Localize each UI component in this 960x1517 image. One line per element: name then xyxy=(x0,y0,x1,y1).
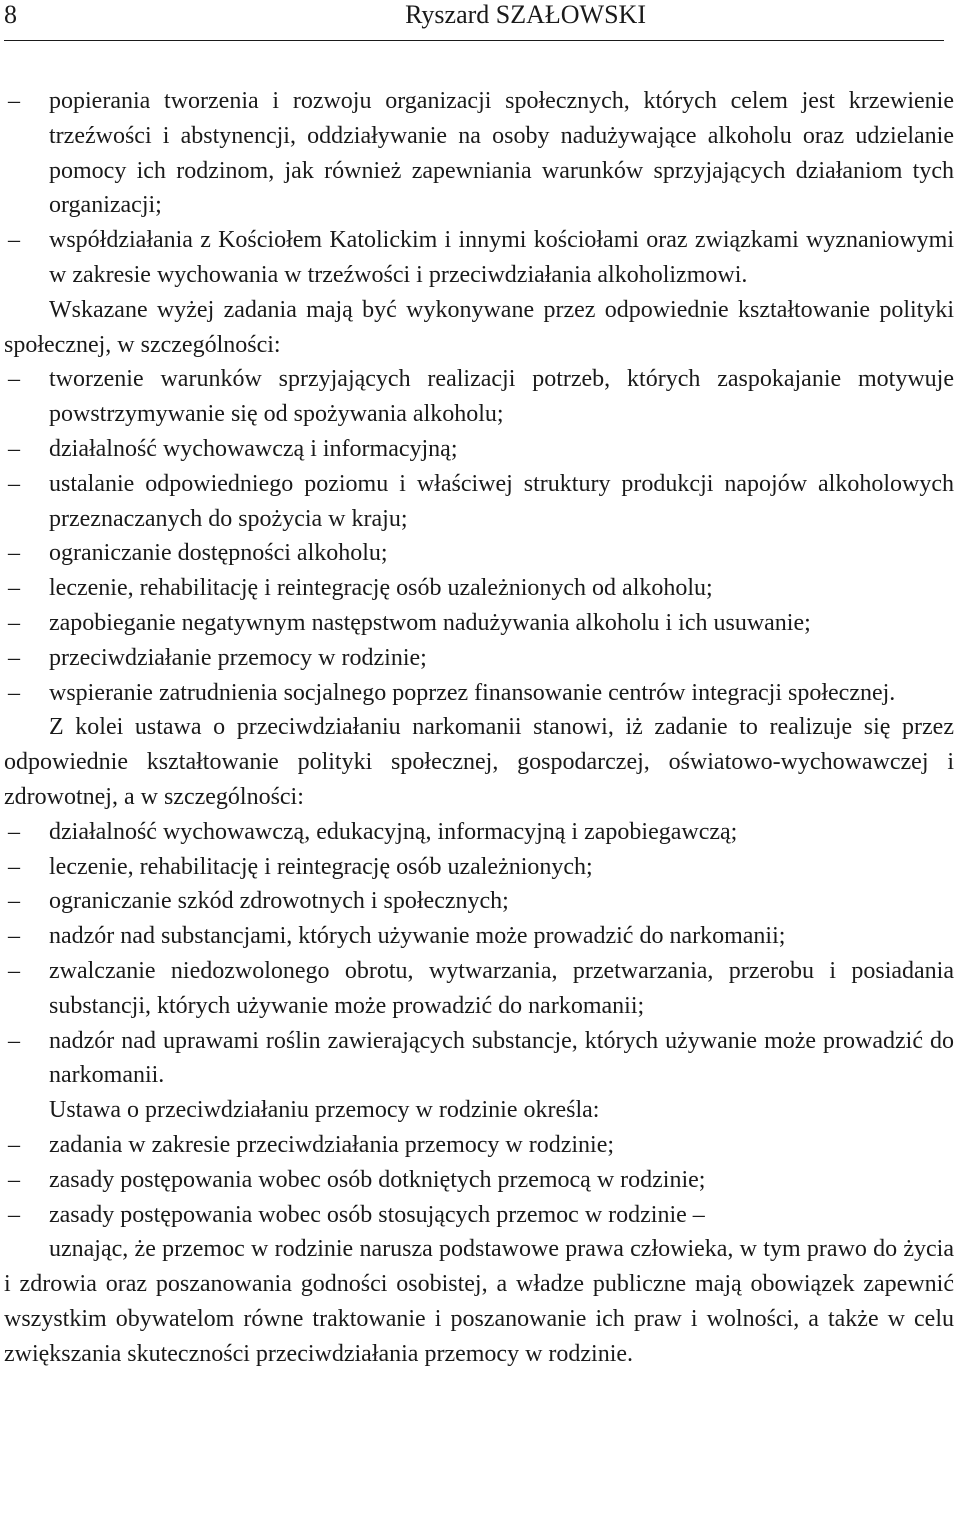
list-item xyxy=(4,850,954,885)
bullet-list-2 xyxy=(4,362,954,710)
list-item xyxy=(4,1198,954,1233)
paragraph: uznając, że przemoc w rodzinie narusza podstawowe prawa człowieka, w tym prawo do życia i zdrowia oraz poszanowania godności osobistej, a władze publiczne mają obowiązek zapewnić wszystkim obywatelom równe traktowanie i poszanowanie ich praw i wolności, a także w celu zwiększania skuteczności przeciwdziałania przemocy w rodzinie. xyxy=(4,1236,954,1367)
paragraph: Ustawa o przeciwdziałaniu przemocy w rodzinie określa: xyxy=(49,1097,600,1124)
page-number: 8 xyxy=(4,0,17,29)
dash-bullet: – xyxy=(8,88,20,114)
list-item-text: leczenie, rehabilitację i reintegrację osób uzależnionych; xyxy=(49,853,593,880)
dash-bullet: – xyxy=(8,679,20,706)
list-item xyxy=(4,223,954,293)
dash-bullet: – xyxy=(8,888,20,915)
list-item xyxy=(4,536,954,571)
list-item xyxy=(4,362,954,432)
list-item-text: ustalanie odpowiedniego poziomu i właściwej struktury produkcji napojów alkoholowych przeznaczanych do spożycia w kraju; xyxy=(49,470,954,532)
header-rule xyxy=(4,40,944,41)
dash-bullet: – xyxy=(8,609,20,636)
body-text xyxy=(4,84,954,1371)
dash-bullet: – xyxy=(8,1027,20,1054)
dash-bullet: – xyxy=(8,1166,20,1193)
list-item xyxy=(4,467,954,537)
list-item-text: leczenie, rehabilitację i reintegrację osób uzależnionych od alkoholu; xyxy=(49,575,713,602)
running-header xyxy=(0,0,952,40)
dash-bullet: – xyxy=(8,540,20,567)
dash-bullet: – xyxy=(8,470,20,497)
list-item-text: zadania w zakresie przeciwdziałania przemocy w rodzinie; xyxy=(49,1131,615,1158)
list-item-text: nadzór nad substancjami, których używanie może prowadzić do narkomanii; xyxy=(49,923,786,950)
list-item-text: zasady postępowania wobec osób dotkniętych przemocą w rodzinie; xyxy=(49,1166,706,1193)
dash-bullet: – xyxy=(8,227,20,254)
list-item xyxy=(4,954,954,1024)
dash-bullet: – xyxy=(8,853,20,880)
dash-bullet: – xyxy=(8,957,20,984)
running-head-author: Ryszard SZAŁOWSKI xyxy=(405,0,646,29)
list-item-text: nadzór nad uprawami roślin zawierających substancje, których używanie może prowadzić do narkomanii. xyxy=(49,1027,954,1089)
list-item-text: ograniczanie szkód zdrowotnych i społecznych; xyxy=(49,888,509,915)
dash-bullet: – xyxy=(8,644,20,671)
list-item xyxy=(4,815,954,850)
list-item xyxy=(4,676,954,711)
paragraph: Z kolei ustawa o przeciwdziałaniu narkomanii stanowi, iż zadanie to realizuje się przez odpowiednie kształtowanie polityki społecznej, gospodarczej, oświatowo-wychowawczej i zdrowotnej, a w szczególności: xyxy=(4,714,954,810)
dash-bullet: – xyxy=(8,435,20,462)
list-item-text: zapobieganie negatywnym następstwom nadużywania alkoholu i ich usuwanie; xyxy=(49,609,811,636)
list-item-text: wspieranie zatrudnienia socjalnego poprzez finansowanie centrów integracji społecznej. xyxy=(49,679,896,706)
list-item xyxy=(4,1128,954,1163)
dash-bullet: – xyxy=(8,923,20,950)
list-item xyxy=(4,641,954,676)
list-item-text: współdziałania z Kościołem Katolickim i innymi kościołami oraz związkami wyznaniowymi w zakresie wychowania w trzeźwości i przeciwdziałania alkoholizmowi. xyxy=(49,227,954,288)
list-item xyxy=(4,1163,954,1198)
dash-bullet: – xyxy=(8,1201,20,1228)
list-item xyxy=(4,571,954,606)
dash-bullet: – xyxy=(8,818,20,845)
list-item-text: ograniczanie dostępności alkoholu; xyxy=(49,540,388,567)
list-item-text: przeciwdziałanie przemocy w rodzinie; xyxy=(49,644,427,671)
list-item-text: działalność wychowawczą, edukacyjną, informacyjną i zapobiegawczą; xyxy=(49,818,738,845)
dash-bullet: – xyxy=(8,366,20,393)
list-item-text: tworzenie warunków sprzyjających realizacji potrzeb, których zaspokajanie motywuje powstrzymywanie się od spożywania alkoholu; xyxy=(49,366,954,428)
bullet-list-1 xyxy=(4,84,954,293)
dash-bullet: – xyxy=(8,1131,20,1158)
list-item-text: zwalczanie niedozwolonego obrotu, wytwarzania, przetwarzania, przerobu i posiadania substancji, których używanie może prowadzić do narkomanii; xyxy=(49,957,954,1019)
bullet-list-3 xyxy=(4,815,954,1093)
list-item-text: popierania tworzenia i rozwoju organizacji społecznych, których celem jest krzewienie trzeźwości i abstynencji, oddziaływanie na osoby nadużywające alkoholu oraz udzielanie pomocy ich rodzinom, jak również zapewniania warunków sprzyjających działaniom tych organizacji; xyxy=(49,88,954,219)
list-item-text: działalność wychowawczą i informacyjną; xyxy=(49,435,458,462)
list-item xyxy=(4,84,954,223)
bullet-list-4 xyxy=(4,1128,954,1232)
paragraph: Wskazane wyżej zadania mają być wykonywane przez odpowiednie kształtowanie polityki społecznej, w szczególności: xyxy=(4,296,954,358)
list-item xyxy=(4,606,954,641)
dash-bullet: – xyxy=(8,575,20,602)
list-item xyxy=(4,432,954,467)
list-item xyxy=(4,884,954,919)
list-item xyxy=(4,1024,954,1094)
list-item xyxy=(4,919,954,954)
list-item-text: zasady postępowania wobec osób stosujących przemoc w rodzinie – xyxy=(49,1201,705,1228)
